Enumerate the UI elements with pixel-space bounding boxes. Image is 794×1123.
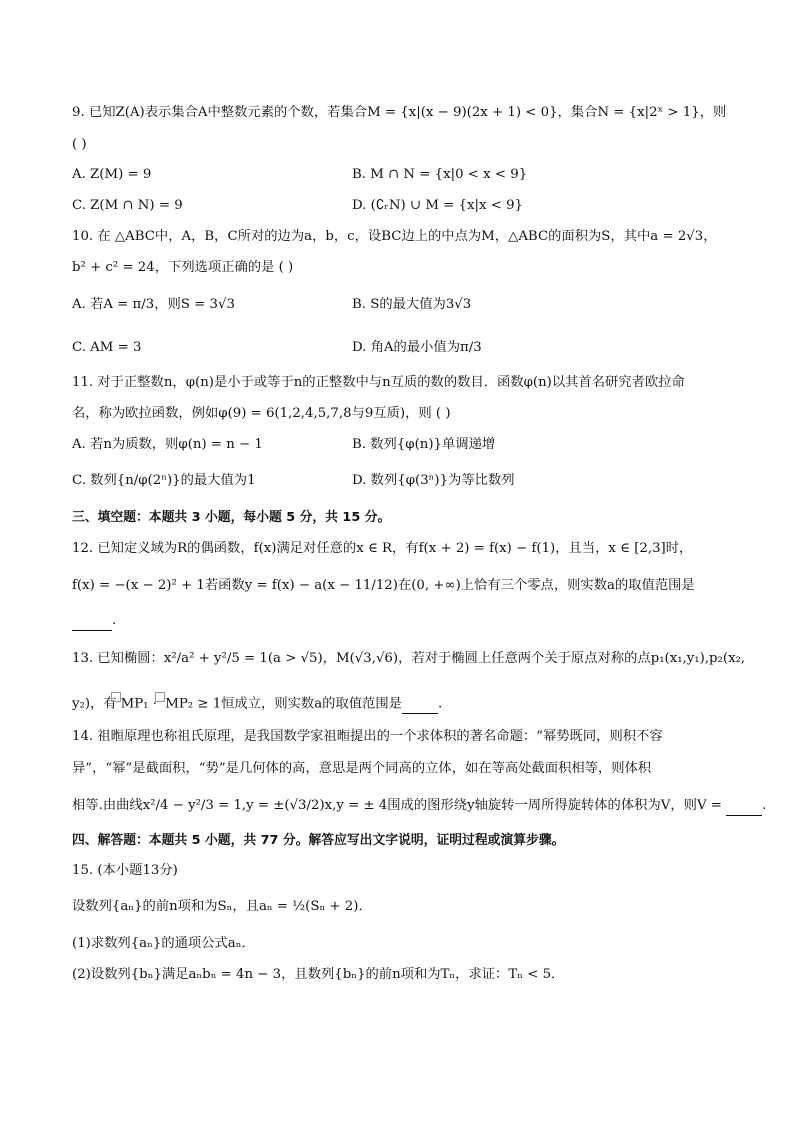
q11-stem-line2: 名，称为欧拉函数，例如φ(9) = 6(1,2,4,5,7,8与9互质)，则 ( ) xyxy=(72,406,451,421)
q9-option-a: A. Z(M) = 9 xyxy=(72,167,152,182)
q10-option-a: A. 若A = π/3，则S = 3√3 xyxy=(72,297,235,312)
q9-option-c: C. Z(M ∩ N) = 9 xyxy=(72,198,183,213)
q9-stem-line2: ( ) xyxy=(72,137,87,152)
q14-answer-blank[interactable] xyxy=(726,797,762,816)
q13-text-c: MP₂ ≥ 1恒成立，则实数a的取值范围是 xyxy=(165,696,402,712)
q12-answer-blank[interactable] xyxy=(72,612,112,631)
q15-title: 15. (本小题13分) xyxy=(72,863,178,878)
q15-part1: (1)求数列{aₙ}的通项公式aₙ． xyxy=(72,936,255,951)
vector-arrow-placeholder-icon xyxy=(111,692,121,702)
q12-answer-line xyxy=(72,612,722,631)
q13-stem-line1: 13. 已知椭圆：x²/a² + y²/5 = 1(a > √5)，M(√3,√6)，若对于椭圆上任意两个关于原点对称的点p₁(x₁,y₁),p₂(x₂, xyxy=(72,651,746,666)
q13-text-a: y₂)，有 xyxy=(72,696,117,712)
q10-stem-line2: b² + c² = 24，下列选项正确的是 ( ) xyxy=(72,260,294,275)
q14-stem-line3 xyxy=(72,797,767,816)
q14-text: 相等.由曲线x²/4 − y²/3 = 1,y = ±(√3/2)x,y = ± 4围成的图形绕y轴旋转一周所得旋转体的体积为V，则V = xyxy=(72,798,727,813)
q13-text-b: MP₁ · xyxy=(120,696,162,712)
q9-option-d: D. (∁ᵣN) ∪ M = {x|x < 9} xyxy=(352,198,523,213)
q9-option-b: B. M ∩ N = {x|0 < x < 9} xyxy=(352,167,528,182)
q12-stem-line2: f(x) = −(x − 2)² + 1若函数y = f(x) − a(x − 11/12)在(0, +∞)上恰有三个零点，则实数a的取值范围是 xyxy=(72,578,695,593)
q13-answer-blank[interactable] xyxy=(402,695,438,714)
q12-period: . xyxy=(112,613,117,628)
q10-stem-line1: 10. 在 △ABC中，A，B，C所对的边为a，b，c，设BC边上的中点为M，△ABC的面积为S，其中a = 2√3， xyxy=(72,229,717,244)
section-fill-in-heading: 三、填空题：本题共 3 小题，每小题 5 分，共 15 分。 xyxy=(72,510,391,525)
q9-stem-line1: 9. 已知Z(A)表示集合A中整数元素的个数，若集合M = {x|(x − 9)(2x + 1) < 0}，集合N = {x|2ˣ > 1}，则 xyxy=(72,105,727,120)
q10-option-d: D. 角A的最小值为π/3 xyxy=(352,340,482,355)
q14-stem-line2: 异”，“幂”是截面积，“势”是几何体的高，意思是两个同高的立体，如在等高处截面积相等，则体积 xyxy=(72,761,652,776)
q14-period: . xyxy=(762,798,767,813)
q15-given: 设数列{aₙ}的前n项和为Sₙ，且aₙ = ½(Sₙ + 2)． xyxy=(72,899,372,914)
q11-option-d: D. 数列{φ(3ⁿ)}为等比数列 xyxy=(352,473,515,488)
q11-option-c: C. 数列{n/φ(2ⁿ)}的最大值为1 xyxy=(72,473,256,488)
q15-part2: (2)设数列{bₙ}满足aₙbₙ = 4n − 3，且数列{bₙ}的前n项和为Tₙ，求证：Tₙ < 5． xyxy=(72,967,565,982)
q14-stem-line1: 14. 祖暅原理也称祖氏原理，是我国数学家祖暅提出的一个求体积的著名命题：“幂势既同，则积不容 xyxy=(72,729,663,744)
q13-stem-line2 xyxy=(72,692,722,714)
q11-option-b: B. 数列{φ(n)}单调递增 xyxy=(352,437,496,452)
q13-period: . xyxy=(437,696,443,712)
q12-stem-line1: 12. 已知定义域为R的偶函数，f(x)满足对任意的x ∈ R，有f(x + 2) = f(x) − f(1)，且当，x ∈ [2,3]时， xyxy=(72,541,693,556)
q10-option-c: C. AM = 3 xyxy=(72,340,142,355)
section-solution-heading: 四、解答题：本题共 5 小题，共 77 分。解答应写出文字说明，证明过程或演算步骤。 xyxy=(72,833,565,848)
q11-stem-line1: 11. 对于正整数n，φ(n)是小于或等于n的正整数中与n互质的数的数目．函数φ(n)以其首名研究者欧拉命 xyxy=(72,375,685,390)
q11-option-a: A. 若n为质数，则φ(n) = n − 1 xyxy=(72,437,263,452)
q10-option-b: B. S的最大值为3√3 xyxy=(352,297,472,312)
vector-arrow-placeholder-icon xyxy=(155,692,165,702)
